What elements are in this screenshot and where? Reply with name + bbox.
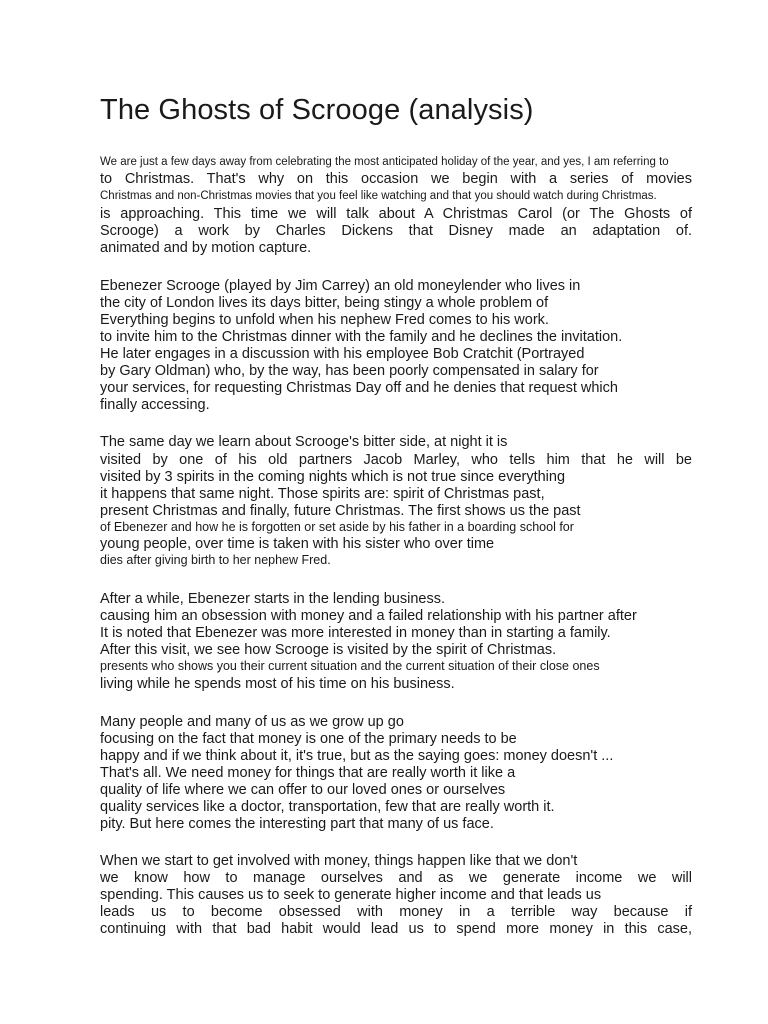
text-line: focusing on the fact that money is one of the primary needs to be xyxy=(100,731,517,747)
text-line: When we start to get involved with money, things happen like that we don't xyxy=(100,853,578,869)
text-line: visited by 3 spirits in the coming nights which is not true since everything xyxy=(100,469,566,485)
text-line: Christmas and non-Christmas movies that you feel like watching and that you should watch during Christmas. xyxy=(100,190,657,202)
text-line: We are just a few days away from celebrating the most anticipated holiday of the year, and yes, I am referring to xyxy=(100,156,669,168)
text-line: It is noted that Ebenezer was more interested in money than in starting a family. xyxy=(100,625,611,641)
text-line: quality services like a doctor, transportation, few that are really worth it. xyxy=(100,799,555,815)
text-line: is approaching. This time we will talk about A Christmas Carol (or The Ghosts of xyxy=(100,206,692,222)
text-line: it happens that same night. Those spirits are: spirit of Christmas past, xyxy=(100,486,545,502)
text-line: After this visit, we see how Scrooge is visited by the spirit of Christmas. xyxy=(100,642,557,658)
text-line: causing him an obsession with money and a failed relationship with his partner after xyxy=(100,608,637,624)
text-line: After a while, Ebenezer starts in the lending business. xyxy=(100,591,445,607)
text-line: to Christmas. That's why on this occasion we begin with a series of movies xyxy=(100,171,692,187)
text-line: your services, for requesting Christmas Day off and he denies that request which xyxy=(100,380,618,396)
text-line: animated and by motion capture. xyxy=(100,240,312,256)
text-line: finally accessing. xyxy=(100,397,210,413)
text-line: Everything begins to unfold when his nephew Fred comes to his work. xyxy=(100,312,549,328)
text-line: present Christmas and finally, future Christmas. The first shows us the past xyxy=(100,503,581,519)
text-line: Ebenezer Scrooge (played by Jim Carrey) an old moneylender who lives in xyxy=(100,278,581,294)
text-line: He later engages in a discussion with his employee Bob Cratchit (Portrayed xyxy=(100,346,585,362)
text-line: Many people and many of us as we grow up go xyxy=(100,714,404,730)
text-line: visited by one of his old partners Jacob Marley, who tells him that he will be xyxy=(100,452,692,468)
text-line: dies after giving birth to her nephew Fred. xyxy=(100,553,331,567)
text-line: leads us to become obsessed with money in a terrible way because if xyxy=(100,904,692,920)
text-line: by Gary Oldman) who, by the way, has been poorly compensated in salary for xyxy=(100,363,599,379)
text-line: The same day we learn about Scrooge's bitter side, at night it is xyxy=(100,434,508,450)
document-title: The Ghosts of Scrooge (analysis) xyxy=(100,94,534,126)
text-line: Scrooge) a work by Charles Dickens that Disney made an adaptation of. xyxy=(100,223,692,239)
text-line: of Ebenezer and how he is forgotten or set aside by his father in a boarding school for xyxy=(100,520,574,534)
text-line: we know how to manage ourselves and as we generate income we will xyxy=(100,870,692,886)
text-line: living while he spends most of his time on his business. xyxy=(100,676,455,692)
text-line: young people, over time is taken with his sister who over time xyxy=(100,536,495,552)
text-line: the city of London lives its days bitter, being stingy a whole problem of xyxy=(100,295,549,311)
text-line: presents who shows you their current situation and the current situation of their close ones xyxy=(100,659,600,673)
text-line: pity. But here comes the interesting part that many of us face. xyxy=(100,816,494,832)
text-line: to invite him to the Christmas dinner with the family and he declines the invitation. xyxy=(100,329,623,345)
text-line: quality of life where we can offer to our loved ones or ourselves xyxy=(100,782,506,798)
text-line: continuing with that bad habit would lead us to spend more money in this case, xyxy=(100,921,692,937)
text-line: spending. This causes us to seek to generate higher income and that leads us xyxy=(100,887,602,903)
text-line: happy and if we think about it, it's true, but as the saying goes: money doesn't ... xyxy=(100,748,614,764)
text-line: That's all. We need money for things that are really worth it like a xyxy=(100,765,516,781)
